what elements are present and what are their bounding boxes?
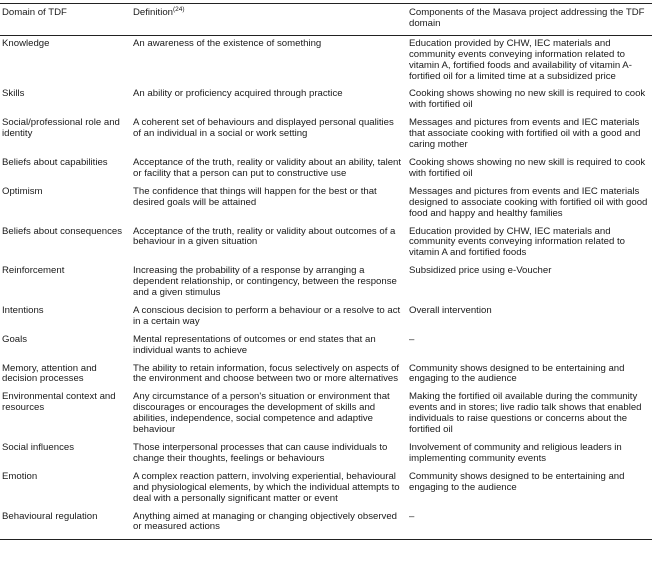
cell-domain: Beliefs about consequences <box>2 225 123 237</box>
header-components <box>407 4 652 36</box>
table-row <box>0 389 652 440</box>
cell-definition: A coherent set of behaviours and displayed personal qualities of an individual in a social or work setting <box>133 117 394 140</box>
cell-components: Overall intervention <box>409 304 492 316</box>
table-row <box>0 440 652 469</box>
cell-domain: Goals <box>2 333 28 345</box>
cell-domain: Intentions <box>2 304 44 316</box>
cell-definition: Acceptance of the truth, reality or validity about an ability, talent or facility that a person can put to constructive use <box>133 156 402 179</box>
cell-components: Messages and pictures from events and IEC materials designed to associate cooking with fortified oil with good food and happy and healthy families <box>409 185 648 219</box>
cell-components: Cooking shows showing no new skill is required to cook with fortified oil <box>409 156 646 179</box>
cell-domain: Memory, attention and decision processes <box>2 362 97 385</box>
cell-domain: Emotion <box>2 470 38 482</box>
table-row <box>0 469 652 509</box>
header-domain <box>0 4 131 36</box>
table-row <box>0 224 652 264</box>
table-row <box>0 184 652 224</box>
cell-components: Community shows designed to be entertaining and engaging to the audience <box>409 362 625 385</box>
table-body <box>0 35 652 540</box>
cell-definition: The confidence that things will happen for the best or that desired goals will be attained <box>133 185 377 208</box>
header-definition-ref: (24) <box>173 5 185 13</box>
cell-definition: Any circumstance of a person's situation or environment that discourages or encourages the development of skills and abilities, independence, social competence and adaptive behaviour <box>133 391 390 436</box>
table-row <box>0 263 652 303</box>
cell-components: Education provided by CHW, IEC materials and community events conveying information related to vitamin A, fortified foods and availability of vitamin A-fortified oil for a limited time at a subsidized price <box>409 37 632 82</box>
cell-domain: Social influences <box>2 442 74 453</box>
cell-definition: A conscious decision to perform a behaviour or a resolve to act in a certain way <box>133 304 401 327</box>
cell-definition: Acceptance of the truth, reality or validity about outcomes of a behaviour in a given situation <box>133 225 396 248</box>
header-components-label: Components of the Masava project addressing the TDF domain <box>409 7 645 29</box>
table-row <box>0 86 652 115</box>
cell-definition: A complex reaction pattern, involving experiential, behavioural and physiological elements, by which the individual attempts to deal with a personally significant matter or event <box>133 470 400 504</box>
header-definition-label: Definition <box>133 7 173 18</box>
header-domain-label: Domain of TDF <box>2 7 67 18</box>
header-definition <box>131 4 407 36</box>
table-row <box>0 303 652 332</box>
cell-definition: An ability or proficiency acquired through practice <box>133 88 343 100</box>
cell-components: Subsidized price using e-Voucher <box>409 265 552 277</box>
table-row <box>0 332 652 361</box>
cell-domain: Social/professional role and identity <box>2 117 120 140</box>
table-row <box>0 361 652 390</box>
table-header <box>0 4 652 36</box>
cell-components: Community shows designed to be entertaining and engaging to the audience <box>409 470 625 493</box>
cell-definition: An awareness of the existence of something <box>133 37 322 49</box>
cell-domain: Reinforcement <box>2 265 65 277</box>
cell-components: Education provided by CHW, IEC materials and community events conveying information related to vitamin A and fortified foods <box>409 225 625 259</box>
cell-domain: Behavioural regulation <box>0 509 131 540</box>
cell-definition: Mental representations of outcomes or end states that an individual wants to achieve <box>133 333 376 356</box>
cell-components: Involvement of community and religious leaders in implementing community events <box>409 442 622 464</box>
table-row <box>0 509 652 540</box>
tdf-table <box>0 3 652 540</box>
cell-components: – <box>407 509 652 540</box>
table-row <box>0 155 652 184</box>
cell-domain: Environmental context and resources <box>2 391 116 414</box>
cell-components: Messages and pictures from events and IEC materials that associate cooking with fortified oil with a good and caring mother <box>409 117 641 151</box>
cell-domain: Skills <box>2 88 25 100</box>
cell-definition: Increasing the probability of a response by arranging a dependent relationship, or contingency, between the response and a given stimulus <box>133 265 397 299</box>
cell-domain: Knowledge <box>2 37 50 49</box>
cell-definition: Those interpersonal processes that can cause individuals to change their thoughts, feelings or behaviours <box>133 442 388 464</box>
cell-definition: Anything aimed at managing or changing objectively observed or measured actions <box>131 509 407 540</box>
cell-components: – <box>409 333 415 345</box>
cell-domain: Optimism <box>2 185 43 197</box>
cell-components: Making the fortified oil available during the community events and in stores; live radio talk shows that enabled individuals to raise questions or concerns about the fortified oil <box>409 391 642 436</box>
cell-domain: Beliefs about capabilities <box>2 156 108 168</box>
table-row <box>0 115 652 155</box>
cell-components: Cooking shows showing no new skill is required to cook with fortified oil <box>409 88 646 111</box>
cell-definition: The ability to retain information, focus selectively on aspects of the environment and choose between two or more alternatives <box>133 362 400 385</box>
table-row <box>0 35 652 86</box>
